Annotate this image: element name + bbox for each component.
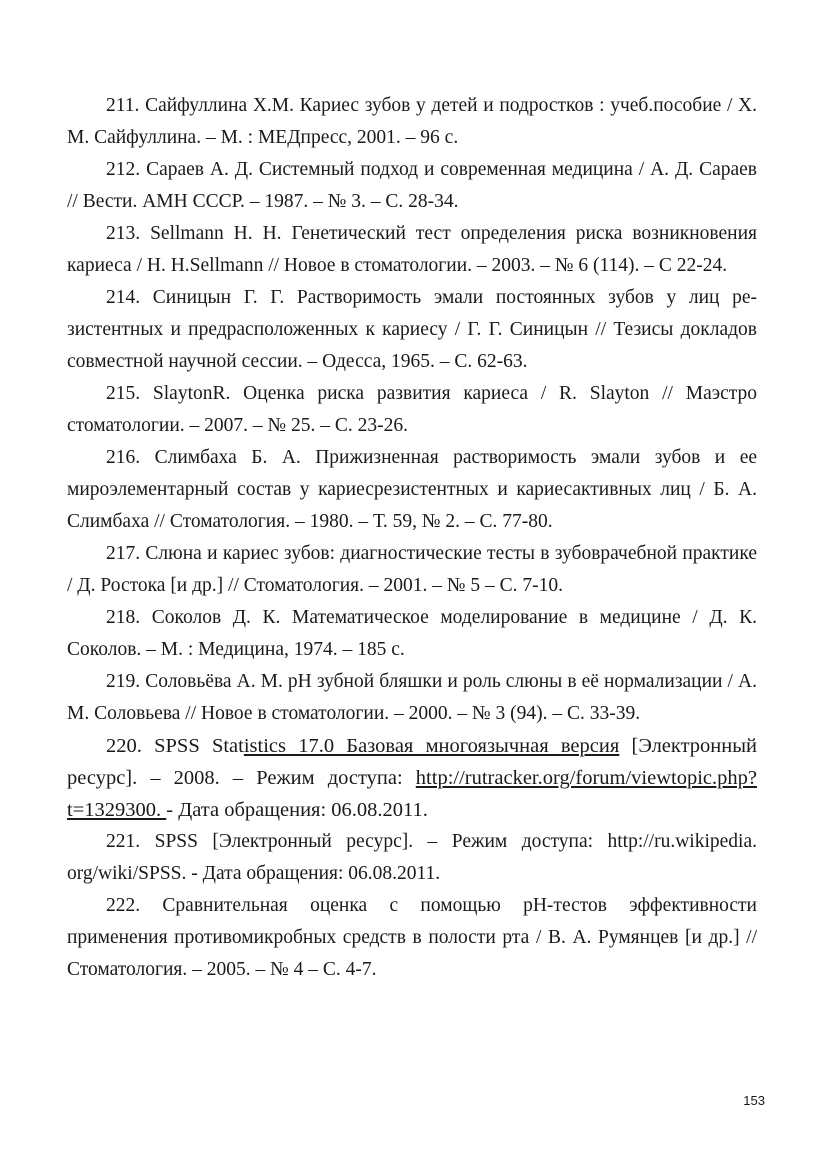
reference-number: 217. — [106, 543, 141, 564]
reference-item — [67, 602, 757, 666]
page-number: 153 — [743, 1093, 765, 1108]
reference-item — [67, 218, 757, 282]
reference-number: 215. — [106, 383, 141, 404]
reference-text: SlaytonR. Оценка риска развития кариеса / R. Slayton // Маэстро стоматологии. – 2007. – № 25. – С. 23-26. — [67, 383, 758, 436]
reference-item — [67, 154, 757, 218]
reference-url-link[interactable]: http://rutracker.org/forum/viewtopic.php?t=1329300. — [67, 767, 757, 821]
reference-item — [67, 282, 757, 378]
reference-text: Слимбаха Б. А. Прижизненная растворимость эмали зубов и ее мироэлементарный состав у кариесрезистентных и кариесактивных лиц / Б. А. Слимбаха // Стоматология. – 1980. – Т. 59, № 2. – С. 77-80. — [67, 447, 758, 532]
reference-number: 214. — [106, 287, 141, 308]
reference-text: SPSS Stat — [154, 735, 244, 757]
reference-number: 222. — [106, 895, 141, 916]
reference-number: 213. — [106, 223, 141, 244]
reference-item — [67, 538, 757, 602]
reference-item — [67, 666, 757, 730]
reference-item — [67, 826, 757, 890]
reference-text: Соловьёва А. М. рН зубной бляшки и роль слюны в её нормализации / А. М. Соловьева // Новое в стоматологии. – 2000. – № 3 (94). – С. 33-39. — [67, 671, 757, 724]
reference-number: 219. — [106, 671, 141, 692]
reference-text: SPSS [Электронный ресурс]. – Режим доступа: http://ru.wikipedia. org/wiki/SPSS. - Дата обращения: 06.08.2011. — [67, 831, 757, 884]
reference-item — [67, 730, 757, 826]
reference-list — [67, 90, 757, 986]
reference-number: 221. — [106, 831, 141, 852]
reference-item — [67, 90, 757, 154]
reference-text: Синицын Г. Г. Растворимость эмали постоянных зубов у лиц резистентных и предрасположенных к кариесу / Г. Г. Синицын // Тезисы докладов совместной научной сессии. – Одесса, 1965. – С. 62-63. — [67, 287, 757, 372]
reference-text: Слюна и кариес зубов: диагностические тесты в зубоврачебной практике / Д. Ростока [и др.] // Стоматология. – 2001. – № 5 – С. 7-10. — [67, 543, 758, 596]
reference-number: 216. — [106, 447, 141, 468]
reference-text: - Дата обращения: 06.08.2011. — [166, 799, 428, 821]
reference-text: Соколов Д. К. Математическое моделирование в медицине / Д. К. Соколов. – М. : Медицина, 1974. – 185 с. — [67, 607, 757, 660]
reference-text: Сравнительная оценка с помощью рН-тестов эффективности применения противомикробных средств в полости рта / В. А. Румянцев [и др.] // Стоматология. – 2005. – № 4 – С. 4-7. — [67, 895, 757, 980]
reference-title-link[interactable]: istics 17.0 Базовая многоязычная версия — [243, 735, 620, 757]
reference-text: Сайфуллина Х.М. Кариес зубов у детей и подростков : учеб.пособие / Х. М. Сайфуллина. – М. : МЕДпресс, 2001. – 96 с. — [67, 95, 757, 148]
reference-text: [Электронный ресурс]. – 2008. – Режим доступа: — [67, 735, 757, 789]
reference-number: 211. — [106, 95, 140, 116]
reference-item — [67, 442, 757, 538]
reference-text: Сараев А. Д. Системный подход и современная медицина / А. Д. Сараев // Вести. АМН СССР. – 1987. – № 3. – С. 28-34. — [67, 159, 758, 212]
reference-item — [67, 378, 757, 442]
reference-text: Sellmann Н. Н. Генетический тест определения риска возникновения кариеса / Н. Н.Sellmann // Новое в стоматологии. – 2003. – № 6 (114). – С 22-24. — [67, 223, 758, 276]
reference-number: 220. — [106, 735, 142, 757]
reference-number: 212. — [106, 159, 141, 180]
reference-item — [67, 890, 757, 986]
reference-number: 218. — [106, 607, 141, 628]
